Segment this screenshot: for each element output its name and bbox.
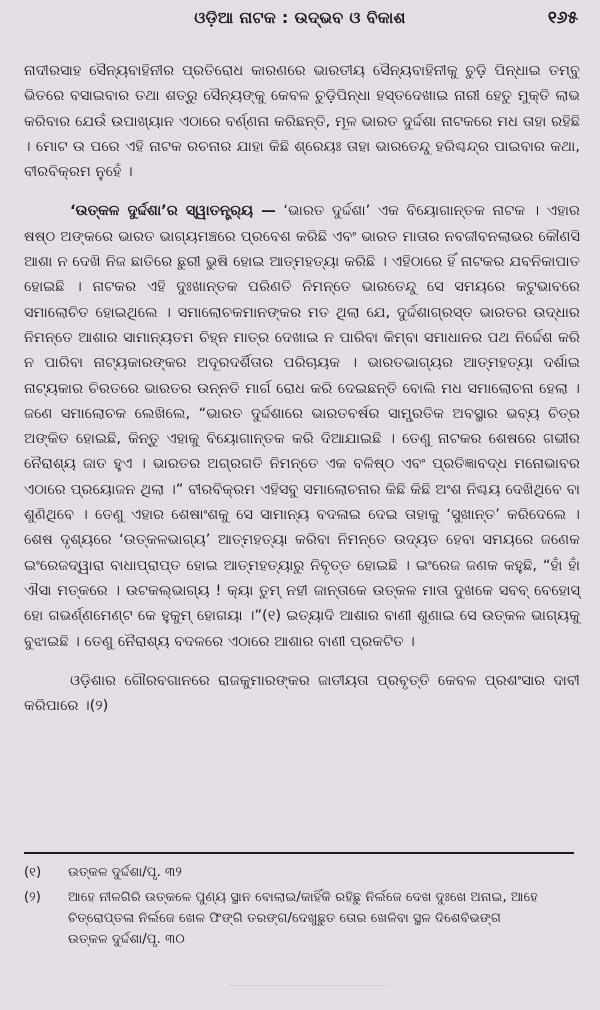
paragraph-1: ନାଦୀରସାହ ସୈନ୍ୟବାହିନୀର ପ୍ରତିରୋଧ କାରଣରେ ଭାରତୀୟ ସୈନ୍ୟବାହିନୀକୁ ଚୁଡ଼ି ପିନ୍ଧାଇ ତମ୍ବୁ ଭିତରେ ବସାଇବାର ତଥା ଶତ୍ରୁ ସୈନ୍ୟଙ୍କୁ କେବଳ ଚୁଡ଼ିପିନ୍ଧା ହସ୍ତଦେଖାଇ ନାରୀ ହେତୁ ମୁକ୍ତି ଲାଭ କରିବାର ଯେଉଁ ଉପାଖ୍ୟାନ ଏଠାରେ ବର୍ଣ୍ଣନା କରିଛନ୍ତି, ମୂଳ ଭାରତ ଦୁର୍ଦ୍ଦଶା ନାଟକରେ ମଧ ତାହା ରହିଛି । ମୋଟ ଉ ପରେ ଏହି ନାଟକ ରଚନାର ଯାହା କିଛି ଶ୍ରେୟଃ ତାହା ଭାରତେନ୍ଦୁ ହରିଶ୍ଚନ୍ଦ୍ର ପାଇବାର କଥା, ବୀରବିକ୍ରମ ନୁହେଁ । [24, 62, 580, 181]
footnote-2 [24, 887, 580, 929]
footnote-2-continuation: ଉତ୍କଳ ଦୁର୍ଦ୍ଦଶା/ପୃ. ୩୦ [68, 932, 185, 947]
paragraph-2 [24, 198, 580, 653]
footnote-1 [24, 862, 580, 883]
footnote-marker: (୧) [24, 865, 42, 880]
footnote-text: ଆହେ ନୀଳଗିରି ଉତ୍କଳେ ପୁଣ୍ୟ ସ୍ଥାନ ବୋଲାଇ/କାହିଁକି ରହିଛୁ ନିର୍ଲଜେ ଦେଖ ଦୁଃଖେ ଅନାଇ, ଆହେ ଚିତ୍ରୋପ୍ତଳା ନିର୍ଲଜେ ଖେଳ ଫିଙ୍ଗି ତରଙ୍ଗ/ଦେଖୁଛୁତ ତୋର ଖେଳିବା ସ୍ଥଳ ଦିଶେବିଭଙ୍ଗ [68, 890, 538, 926]
page-header [0, 8, 600, 38]
body-text [24, 58, 580, 718]
footnote-rule [24, 852, 574, 854]
page-number: ୧୬୫ [547, 8, 578, 28]
running-title: ଓଡ଼ିଆ ନାଟକ : ଉଦ୍ଭବ ଓ ବିକାଶ [194, 8, 406, 27]
faint-stamp [230, 985, 390, 1000]
paragraph-2-text: ‘ଭାରତ ଦୁର୍ଦ୍ଦଶା’ ଏକ ବିୟୋଗାନ୍ତକ ନାଟକ । ଏହାର ଷଷ୍ଠ ଅଙ୍କରେ ଭାରତ ଭାଗ୍ୟମଞ୍ଚରେ ପ୍ରବେଶ କରିଛି ଏବଂ ଭାରତ ମାତାର ନବଜୀବନଲାଭର କୌଣସି ଆଶା ନ ଦେଖି ନିଜ ଛାତିରେ ଛୁରୀ ଭୁଷି ହୋଇ ଆତ୍ମହତ୍ୟା କରିଛି । ଏହିଠାରେ ହିଁ ନାଟକର ଯବନିକାପାତ ହୋଇଛି । ନାଟକର ଏହି ଦୁଃଖାନ୍ତକ ପରିଣତି ନିମନ୍ତେ ଭାରତେନ୍ଦୁ ସେ ସମୟରେ କଟୁଭାବରେ ସମାଲୋଚିତ ହୋଇଥିଲେ । ସମାଲୋଚକମାନଙ୍କର ମତ ଥିଲା ଯେ, ଦୁର୍ଦ୍ଦଶାଗ୍ରସ୍ତ ଭାରତର ଉଦ୍ଧାର ନିମନ୍ତେ ଆଶାର ସାମାନ୍ୟତମ ଚିହ୍ନ ମାତ୍ର ଦେଖାଇ ନ ପାରିବା କିମ୍ବା ସମାଧାନର ପଥ ନିର୍ଦ୍ଦେଶ କରି ନ ପାରିବା ନାଟ୍ୟକାରଙ୍କର ଅଦୂରଦର୍ଶିତାର ପରିଚାୟକ । ଭାରତଭାଗ୍ୟର ଆତ୍ମହତ୍ୟା ଦର୍ଶାଇ ନାଟ୍ୟକାର ଚିରତରେ ଭାରତର ଉନ୍ନତି ମାର୍ଗ ରୋଧ କରି ଦେଇଛନ୍ତି ବୋଲି ମଧ ସମାଲୋଚନା ହେଲା । ଜଣେ ସମାଲୋଚକ ଲେଖିଲେ, “ଭାରତ ଦୁର୍ଦ୍ଦଶାରେ ଭାରତବର୍ଷର ସାମ୍ପ୍ରତିକ ଅବସ୍ଥାର ଭବ୍ୟ ଚିତ୍ର ଅଙ୍କିତ ହୋଇଛି, କିନ୍ତୁ ଏହାକୁ ବିୟୋଗାନ୍ତକ କରି ଦିଆଯାଇଛି । ତେଣୁ ନାଟକର ଶେଷରେ ଗଭୀର ନୈରାଶ୍ୟ ଜାତ ହୁଏ । ଭାରତର ଅଗ୍ରଗତି ନିମନ୍ତେ ଏକ ବଳିଷ୍ଠ ଏବଂ ପ୍ରତିଜ୍ଞାବଦ୍ଧ ମନୋଭାବର ଏଠାରେ ପ୍ରୟୋଜନ ଥିଲା ।” ବୀରବିକ୍ରମ ଏହିସବୁ ସମାଲୋଚନାର କିଛି କିଛି ଅଂଶ ନିଶ୍ଚୟ ଦେଖିଥିବେ ବା ଶୁଣିଥିବେ । ତେଣୁ ଏହାର ଶେଷାଂଶକୁ ସେ ସାମାନ୍ୟ ବଦଳାଇ ଦେଇ ତାହାକୁ ‘ସୁଖାନ୍ତ’ କରିଦେଲେ । ଶେଷ ଦୃଶ୍ୟରେ ‘ଉତ୍କଳଭାଗ୍ୟ’ ଆତ୍ମହତ୍ୟା କରିବା ନିମନ୍ତେ ଉଦ୍ୟତ ହେବା ସମୟରେ ଜଣେକ ଇଂରେଜଦ୍ୱାରା ବାଧାପ୍ରାପ୍ତ ହୋଇ ଆତ୍ମହତ୍ୟାରୁ ନିବୃତ୍ତ ହୋଇଛି । ଇଂରେଜ ଜଣକ କହୁଛି, “ହାଁ ହାଁ ଐସା ମତ୍‌କରେ । ଉଟକଲ୍‌ଭାଗ୍ୟ ! କ୍ୟା ତୁମ୍ ନହୀ ଜାନ୍‌ତାକେ ଉତ୍କଳ ମାତା ଦୁଖକେ ସବବ୍ ବେହୋସ୍ ହୋ ଗଭର୍ଣ୍ଣମେଣ୍ଟ କେ ହୁକୁମ୍ ହୋଗୟା ।”(୧) ଇତ୍ୟାଦି ଆଶାର ବାଣୀ ଶୁଣାଇ ସେ ଉତ୍କଳ ଭାଗ୍ୟକୁ ବୁଝାଇଛି । ତେଣୁ ନୈରାଶ୍ୟ ବଦଳରେ ଏଠାରେ ଆଶାର ବାଣୀ ପ୍ରକଟିତ । [24, 202, 580, 650]
footnote-text: ଉତ୍କଳ ଦୁର୍ଦ୍ଦଶା/ପୃ. ୩୨ [68, 865, 182, 880]
paragraph-3: ଓଡ଼ିଶାର ଗୌରବଗାନରେ ରାଜକୁମାରଙ୍କର ଜାତୀୟତା ପ୍ରବୃତ୍ତି କେବଳ ପ୍ରଶଂସାର ଦାବୀ କରିପାରେ ।(୨) [24, 671, 580, 715]
section-heading: ‘ଉତ୍କଳ ଦୁର୍ଦ୍ଦଶା’ର ସ୍ୱାତନ୍ତ୍ର୍ୟ — [70, 202, 276, 220]
footnotes [24, 862, 580, 950]
footnote-marker: (୨) [24, 890, 41, 905]
